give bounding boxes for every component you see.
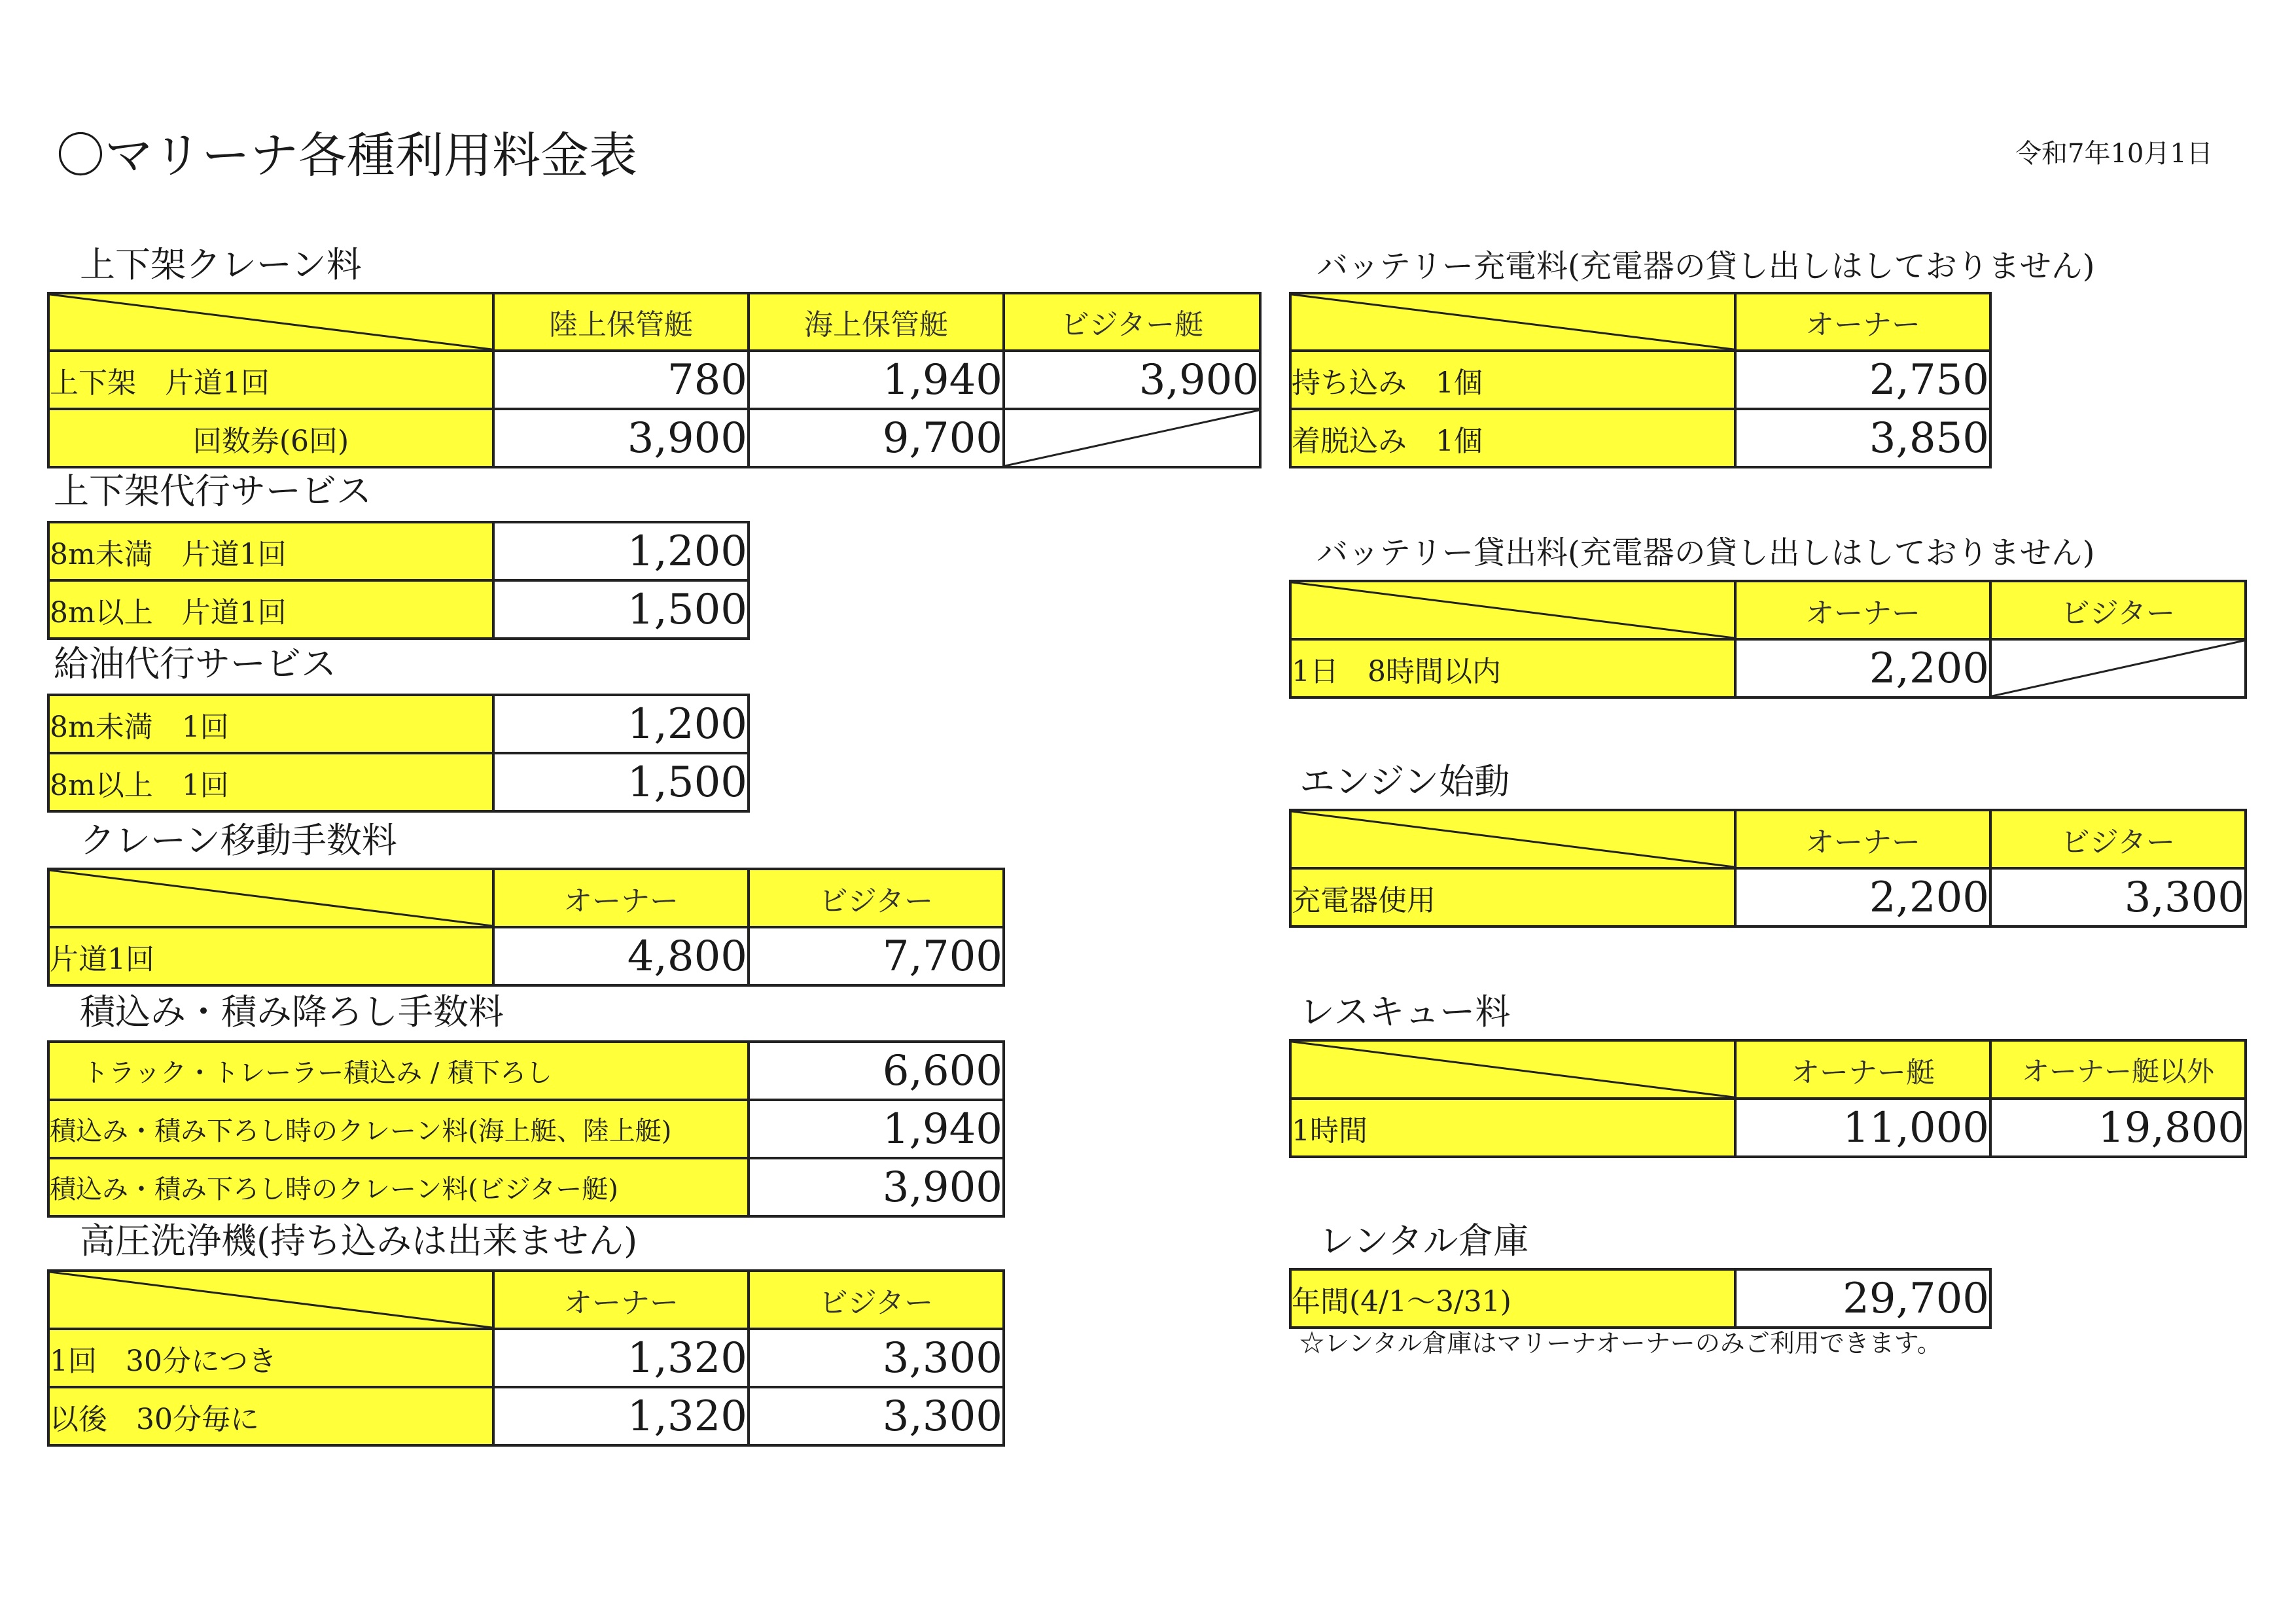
row-label: 片道1回 — [48, 927, 493, 985]
col-header: ビジター — [749, 869, 1004, 927]
price-cell: 1,500 — [493, 753, 749, 811]
storage-table — [1289, 1268, 1992, 1329]
row-label: 8m以上 1回 — [48, 753, 493, 811]
not-applicable-cell — [1990, 639, 2246, 697]
price-cell: 1,200 — [493, 695, 749, 753]
rescue-heading: レスキュー料 — [1299, 991, 1511, 1032]
price-cell: 1,940 — [749, 1100, 1004, 1158]
col-header: ビジター — [749, 1271, 1004, 1329]
price-cell: 19,800 — [1990, 1099, 2246, 1157]
row-label: 8m以上 片道1回 — [48, 580, 493, 639]
row-label: 8m未満 片道1回 — [48, 522, 493, 580]
storage-note: ☆レンタル倉庫はマリーナオーナーのみご利用できます。 — [1299, 1329, 1942, 1358]
col-header: オーナー — [493, 869, 749, 927]
col-header: ビジター — [1990, 810, 2246, 868]
price-cell: 3,300 — [749, 1329, 1004, 1387]
loading-heading: 積込み・積み降ろし手数料 — [80, 991, 504, 1032]
price-cell: 29,700 — [1735, 1269, 1990, 1328]
price-cell: 3,850 — [1735, 409, 1990, 467]
row-label: 以後 30分毎に — [48, 1387, 493, 1445]
price-cell: 3,900 — [493, 409, 749, 467]
row-label: 着脱込み 1個 — [1290, 409, 1735, 467]
diagonal-header-cell — [1290, 1040, 1735, 1099]
price-cell: 2,200 — [1735, 639, 1990, 697]
page-title: 〇マリーナ各種利用料金表 — [56, 128, 637, 184]
col-header: オーナー — [1735, 810, 1990, 868]
diagonal-header-cell — [1290, 581, 1735, 639]
battery-charge-table — [1289, 292, 1992, 468]
row-label: 持ち込み 1個 — [1290, 351, 1735, 409]
washer-table — [47, 1269, 1005, 1447]
battery-charge-heading: バッテリー充電料(充電器の貸し出しはしておりません) — [1316, 248, 2095, 285]
row-label: 上下架 片道1回 — [48, 351, 493, 409]
row-label: 年間(4/1～3/31) — [1290, 1269, 1735, 1328]
proxy-lift-table — [47, 521, 750, 640]
price-cell: 4,800 — [493, 927, 749, 985]
price-cell: 3,900 — [749, 1158, 1004, 1216]
price-cell: 3,300 — [1990, 868, 2246, 926]
price-cell: 11,000 — [1735, 1099, 1990, 1157]
proxy-lift-heading: 上下架代行サービス — [54, 470, 372, 512]
col-header: オーナー — [493, 1271, 749, 1329]
price-cell: 9,700 — [749, 409, 1004, 467]
price-cell: 1,940 — [749, 351, 1004, 409]
row-label: 充電器使用 — [1290, 868, 1735, 926]
col-header: ビジター艇 — [1004, 293, 1260, 351]
price-cell: 1,200 — [493, 522, 749, 580]
row-label: 積込み・積み下ろし時のクレーン料(海上艇、陸上艇) — [48, 1100, 749, 1158]
engine-table — [1289, 809, 2247, 928]
washer-heading: 高圧洗浄機(持ち込みは出来ません) — [80, 1220, 638, 1261]
col-header: ビジター — [1990, 581, 2246, 639]
loading-table — [47, 1040, 1005, 1218]
row-label: 8m未満 1回 — [48, 695, 493, 753]
diagonal-header-cell — [1290, 293, 1735, 351]
fuel-heading: 給油代行サービス — [54, 643, 336, 684]
diagonal-header-cell — [1290, 810, 1735, 868]
price-cell: 2,200 — [1735, 868, 1990, 926]
crane-move-table — [47, 868, 1005, 987]
row-label: 1日 8時間以内 — [1290, 639, 1735, 697]
col-header: オーナー — [1735, 293, 1990, 351]
col-header: オーナー艇 — [1735, 1040, 1990, 1099]
row-label: 1回 30分につき — [48, 1329, 493, 1387]
row-label: 積込み・積み下ろし時のクレーン料(ビジター艇) — [48, 1158, 749, 1216]
price-cell: 6,600 — [749, 1042, 1004, 1100]
crane-fee-heading: 上下架クレーン料 — [80, 244, 362, 285]
row-label: 1時間 — [1290, 1099, 1735, 1157]
price-cell: 2,750 — [1735, 351, 1990, 409]
col-header: オーナー — [1735, 581, 1990, 639]
col-header: 陸上保管艇 — [493, 293, 749, 351]
row-label: トラック・トレーラー積込み / 積下ろし — [48, 1042, 749, 1100]
storage-heading: レンタル倉庫 — [1319, 1220, 1529, 1261]
price-cell: 1,320 — [493, 1329, 749, 1387]
crane-move-heading: クレーン移動手数料 — [80, 820, 397, 861]
price-cell: 3,900 — [1004, 351, 1260, 409]
not-applicable-cell — [1004, 409, 1260, 467]
diagonal-header-cell — [48, 293, 493, 351]
rescue-table — [1289, 1039, 2247, 1158]
price-cell: 1,500 — [493, 580, 749, 639]
engine-heading: エンジン始動 — [1299, 761, 1510, 802]
col-header: オーナー艇以外 — [1990, 1040, 2246, 1099]
price-cell: 3,300 — [749, 1387, 1004, 1445]
battery-rent-table — [1289, 580, 2247, 699]
diagonal-header-cell — [48, 1271, 493, 1329]
fuel-table — [47, 694, 750, 813]
price-cell: 7,700 — [749, 927, 1004, 985]
crane-fee-table — [47, 292, 1262, 468]
price-cell: 1,320 — [493, 1387, 749, 1445]
row-label: 回数券(6回) — [48, 409, 493, 467]
price-cell: 780 — [493, 351, 749, 409]
battery-rent-heading: バッテリー貸出料(充電器の貸し出しはしておりません) — [1316, 535, 2095, 571]
col-header: 海上保管艇 — [749, 293, 1004, 351]
issue-date: 令和7年10月1日 — [2015, 139, 2213, 169]
diagonal-header-cell — [48, 869, 493, 927]
